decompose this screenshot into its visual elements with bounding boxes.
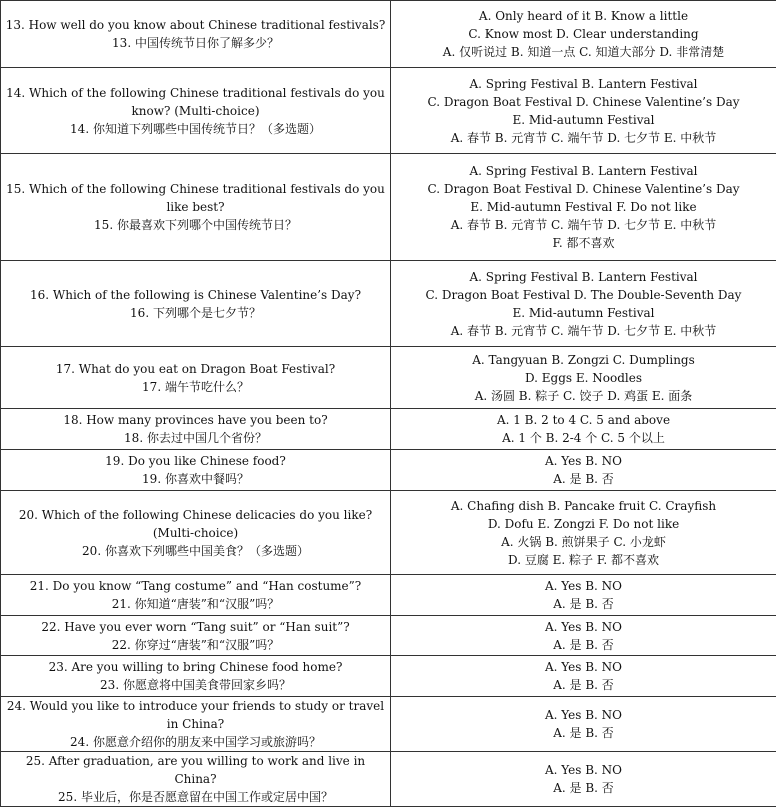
question-text-en: 15. Which of the following Chinese traditional festivals do you like best? — [3, 180, 388, 216]
answer-cell — [391, 347, 776, 409]
question-text-en: 23. Are you willing to bring Chinese food home? — [3, 658, 388, 676]
question-text-en: 17. What do you eat on Dragon Boat Festival? — [3, 360, 388, 378]
answer-cell — [391, 697, 776, 752]
answer-cell — [391, 68, 776, 154]
answer-line: A. Only heard of it B. Know a little — [393, 7, 774, 25]
question-text-en: 24. Would you like to introduce your friends to study or travel in China? — [3, 697, 388, 733]
question-cell — [1, 347, 391, 409]
question-cell — [1, 261, 391, 347]
question-text-en: 13. How well do you know about Chinese traditional festivals? — [3, 16, 388, 34]
table-row — [1, 261, 776, 347]
answer-line: A. 1 B. 2 to 4 C. 5 and above — [393, 411, 774, 429]
question-text-zh: 23. 你愿意将中国美食带回家乡吗？ — [3, 676, 388, 694]
answer-line: C. Know most D. Clear understanding — [393, 25, 774, 43]
answer-line: A. 汤圆 B. 粽子 C. 饺子 D. 鸡蛋 E. 面条 — [393, 387, 774, 405]
answer-line: A. Spring Festival B. Lantern Festival — [393, 75, 774, 93]
question-text-zh: 19. 你喜欢中餐吗？ — [3, 470, 388, 488]
question-text-en: 21. Do you know “Tang costume” and “Han costume”? — [3, 577, 388, 595]
answer-line: A. Chafing dish B. Pancake fruit C. Crayfish — [393, 497, 774, 515]
answer-line: D. Eggs E. Noodles — [393, 369, 774, 387]
question-text-en: 18. How many provinces have you been to? — [3, 411, 388, 429]
answer-line: D. Dofu E. Zongzi F. Do not like — [393, 515, 774, 533]
question-text-en: 16. Which of the following is Chinese Valentine’s Day? — [3, 286, 388, 304]
question-cell — [1, 450, 391, 491]
question-text-zh: 18. 你去过中国几个省份？ — [3, 429, 388, 447]
answer-line: A. 春节 B. 元宵节 C. 端午节 D. 七夕节 E. 中秋节 — [393, 322, 774, 340]
answer-line: A. 是 B. 否 — [393, 779, 774, 797]
answer-line: E. Mid-autumn Festival — [393, 111, 774, 129]
answer-line: A. Yes B. NO — [393, 577, 774, 595]
answer-line: A. 春节 B. 元宵节 C. 端午节 D. 七夕节 E. 中秋节 — [393, 216, 774, 234]
question-text-zh: 20. 你喜欢下列哪些中国美食？（多选题） — [3, 542, 388, 560]
answer-line: A. 是 B. 否 — [393, 636, 774, 654]
question-text-en: 20. Which of the following Chinese delicacies do you like? (Multi-choice) — [3, 506, 388, 542]
question-cell — [1, 1, 391, 68]
question-cell — [1, 752, 391, 807]
question-text-zh: 24. 你愿意介绍你的朋友来中国学习或旅游吗？ — [3, 733, 388, 751]
answer-line: A. 是 B. 否 — [393, 676, 774, 694]
question-cell — [1, 154, 391, 261]
answer-line: A. Yes B. NO — [393, 761, 774, 779]
answer-line: A. 是 B. 否 — [393, 470, 774, 488]
answer-line: A. Yes B. NO — [393, 452, 774, 470]
table-row — [1, 575, 776, 616]
answer-cell — [391, 1, 776, 68]
question-cell — [1, 616, 391, 656]
table-row — [1, 68, 776, 154]
question-text-zh: 21. 你知道“唐装”和“汉服”吗？ — [3, 595, 388, 613]
table-row — [1, 616, 776, 656]
answer-line: A. Yes B. NO — [393, 658, 774, 676]
answer-line: A. Yes B. NO — [393, 618, 774, 636]
answer-line: A. 仅听说过 B. 知道一点 C. 知道大部分 D. 非常清楚 — [393, 43, 774, 61]
question-cell — [1, 697, 391, 752]
table-row — [1, 347, 776, 409]
question-cell — [1, 409, 391, 450]
question-text-zh: 22. 你穿过“唐装”和“汉服”吗？ — [3, 636, 388, 654]
answer-line: C. Dragon Boat Festival D. Chinese Valentine’s Day — [393, 93, 774, 111]
answer-cell — [391, 656, 776, 697]
answer-cell — [391, 752, 776, 807]
answer-cell — [391, 154, 776, 261]
question-text-zh: 13. 中国传统节日你了解多少？ — [3, 34, 388, 52]
answer-cell — [391, 491, 776, 575]
question-text-zh: 25. 毕业后，你是否愿意留在中国工作或定居中国？ — [3, 788, 388, 806]
answer-cell — [391, 575, 776, 616]
table-row — [1, 752, 776, 807]
answer-cell — [391, 616, 776, 656]
table-row — [1, 656, 776, 697]
answer-line: A. Spring Festival B. Lantern Festival — [393, 268, 774, 286]
question-cell — [1, 68, 391, 154]
answer-line: D. 豆腐 E. 粽子 F. 都不喜欢 — [393, 551, 774, 569]
question-cell — [1, 656, 391, 697]
answer-line: A. 火锅 B. 煎饼果子 C. 小龙虾 — [393, 533, 774, 551]
answer-line: F. 都不喜欢 — [393, 234, 774, 252]
answer-line: A. Tangyuan B. Zongzi C. Dumplings — [393, 351, 774, 369]
question-text-zh: 16. 下列哪个是七夕节？ — [3, 304, 388, 322]
answer-line: A. Spring Festival B. Lantern Festival — [393, 162, 774, 180]
answer-cell — [391, 409, 776, 450]
table-row — [1, 697, 776, 752]
question-text-zh: 17. 端午节吃什么？ — [3, 378, 388, 396]
answer-line: E. Mid-autumn Festival F. Do not like — [393, 198, 774, 216]
question-text-en: 19. Do you like Chinese food? — [3, 452, 388, 470]
answer-line: A. 是 B. 否 — [393, 724, 774, 742]
table-row — [1, 409, 776, 450]
answer-line: E. Mid-autumn Festival — [393, 304, 774, 322]
question-text-en: 14. Which of the following Chinese traditional festivals do you know? (Multi-choice) — [3, 84, 388, 120]
question-cell — [1, 491, 391, 575]
answer-line: A. Yes B. NO — [393, 706, 774, 724]
table-row — [1, 154, 776, 261]
question-text-en: 25. After graduation, are you willing to work and live in China? — [3, 752, 388, 788]
question-text-zh: 14. 你知道下列哪些中国传统节日？（多选题） — [3, 120, 388, 138]
answer-line: A. 1 个 B. 2-4 个 C. 5 个以上 — [393, 429, 774, 447]
answer-line: A. 春节 B. 元宵节 C. 端午节 D. 七夕节 E. 中秋节 — [393, 129, 774, 147]
question-text-zh: 15. 你最喜欢下列哪个中国传统节日？ — [3, 216, 388, 234]
answer-line: A. 是 B. 否 — [393, 595, 774, 613]
answer-line: C. Dragon Boat Festival D. The Double-Seventh Day — [393, 286, 774, 304]
table-row — [1, 1, 776, 68]
answer-line: C. Dragon Boat Festival D. Chinese Valentine’s Day — [393, 180, 774, 198]
table-row — [1, 450, 776, 491]
answer-cell — [391, 261, 776, 347]
question-text-en: 22. Have you ever worn “Tang suit” or “Han suit”? — [3, 618, 388, 636]
answer-cell — [391, 450, 776, 491]
table-row — [1, 491, 776, 575]
question-cell — [1, 575, 391, 616]
